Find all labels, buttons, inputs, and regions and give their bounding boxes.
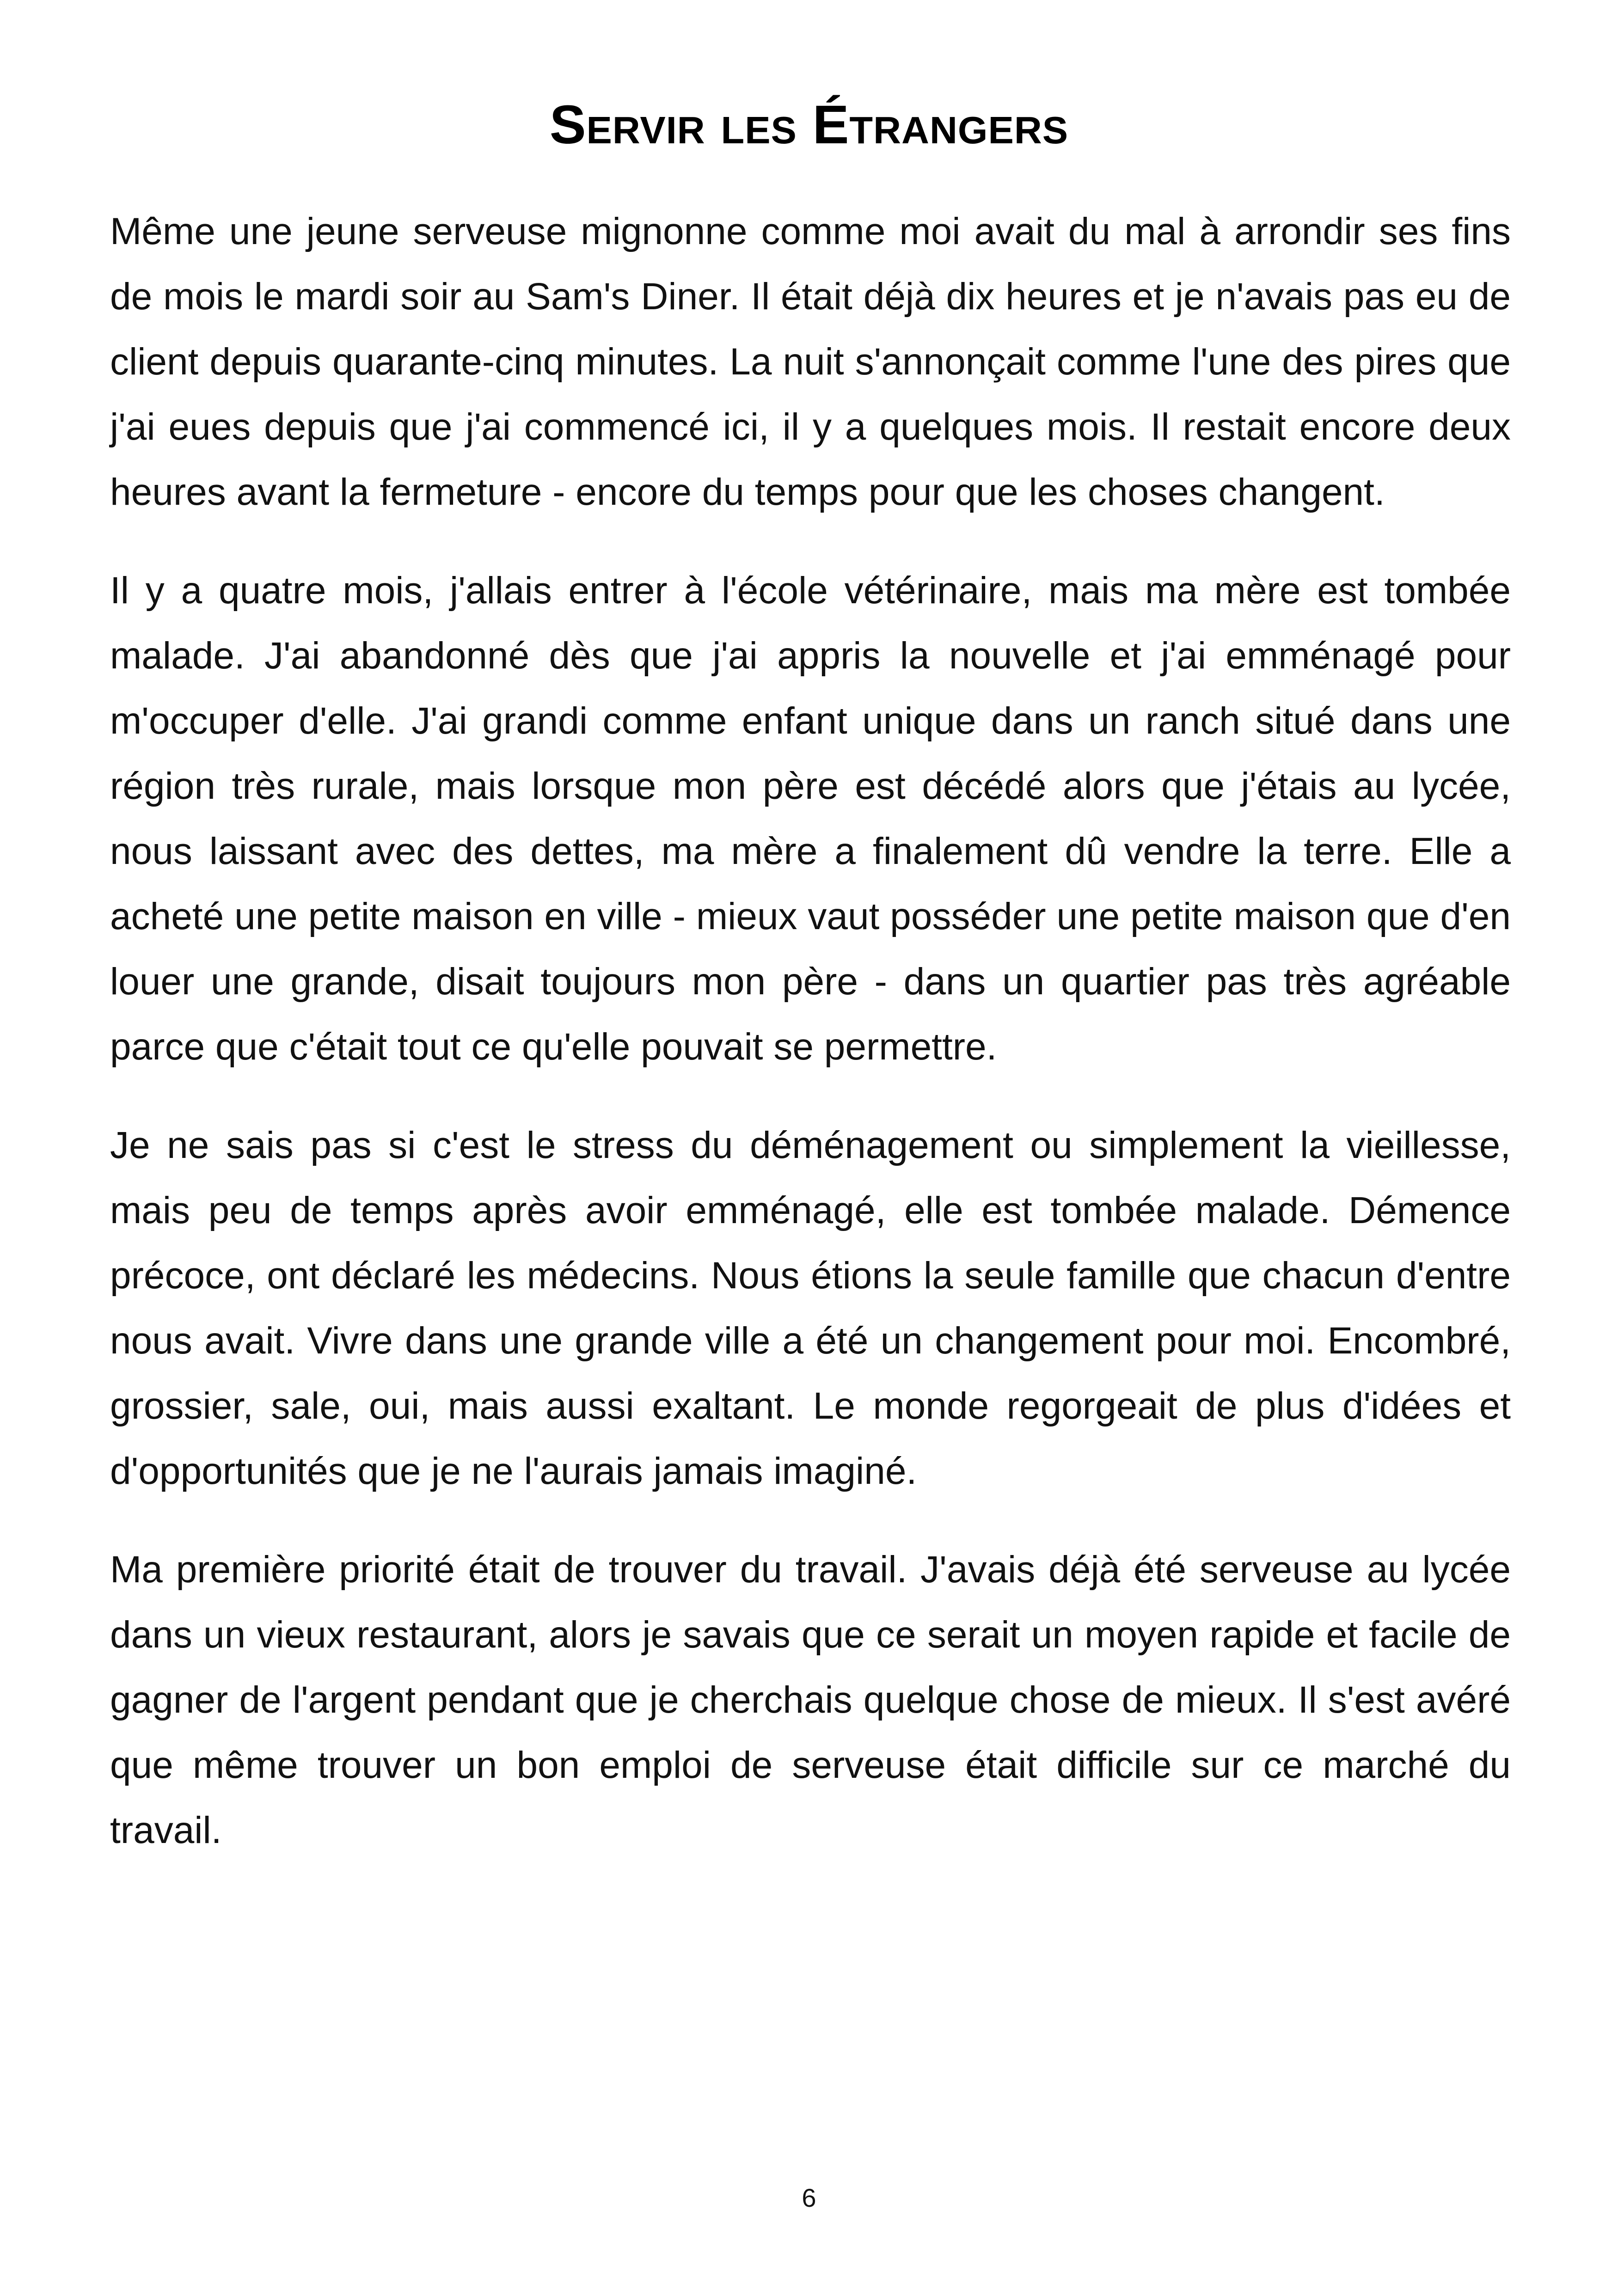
chapter-title: Servir les Étrangers (549, 94, 1069, 155)
page-number: 6 (802, 2183, 816, 2212)
paragraph-3: Je ne sais pas si c'est le stress du déménagement ou simplement la vieillesse, mais peu de temps après avoir emménagé, elle est tombée malade. Démence précoce, ont déclaré les médecins. Nous étions la seule famille que chacun d'entre nous avait. Vivre dans une grande ville a été un changement pour moi. Encombré, grossier, sale, oui, mais aussi exaltant. Le monde regorgeait de plus d'idées et d'opportunités que je ne l'aurais jamais imaginé. (110, 1124, 1511, 1492)
paragraph-2: Il y a quatre mois, j'allais entrer à l'école vétérinaire, mais ma mère est tombée malade. J'ai abandonné dès que j'ai appris la nouvelle et j'ai emménagé pour m'occuper d'elle. J'ai grandi comme enfant unique dans un ranch situé dans une région très rurale, mais lorsque mon père est décédé alors que j'étais au lycée, nous laissant avec des dettes, ma mère a finalement dû vendre la terre. Elle a acheté une petite maison en ville - mieux vaut posséder une petite maison que d'en louer une grande, disait toujours mon père - dans un quartier pas très agréable parce que c'était tout ce qu'elle pouvait se permettre. (110, 569, 1511, 1068)
paragraph-4: Ma première priorité était de trouver du travail. J'avais déjà été serveuse au lycée dans un vieux restaurant, alors je savais que ce serait un moyen rapide et facile de gagner de l'argent pendant que je cherchais quelque chose de mieux. Il s'est avéré que même trouver un bon emploi de serveuse était difficile sur ce marché du travail. (110, 1549, 1511, 1851)
body-text (110, 199, 1511, 1896)
paragraph-1: Même une jeune serveuse mignonne comme moi avait du mal à arrondir ses fins de mois le mardi soir au Sam's Diner. Il était déjà dix heures et je n'avais pas eu de client depuis quarante-cinq minutes. La nuit s'annonçait comme l'une des pires que j'ai eues depuis que j'ai commencé ici, il y a quelques mois. Il restait encore deux heures avant la fermeture - encore du temps pour que les choses changent. (110, 210, 1511, 513)
